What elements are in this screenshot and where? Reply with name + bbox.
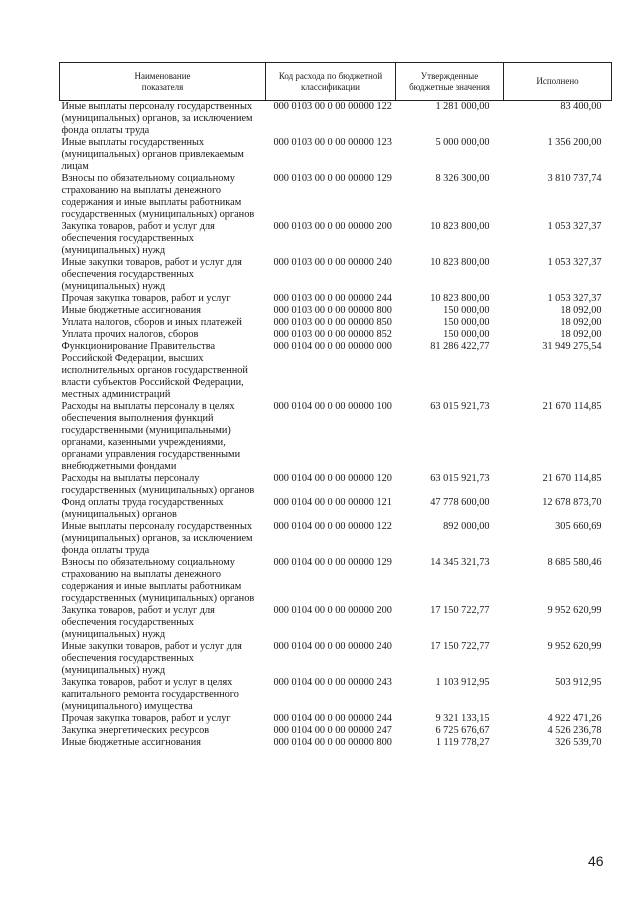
row-executed-value: 4 526 236,78	[547, 725, 602, 736]
row-approved-value: 150 000,00	[443, 317, 490, 328]
row-expense-code: 000 0104 00 0 00 00000 240	[273, 641, 392, 652]
row-executed-value: 1 053 327,37	[547, 221, 602, 232]
row-approved-value: 10 823 800,00	[430, 221, 490, 232]
header-executed: Исполнено	[504, 63, 612, 101]
table-body	[60, 101, 612, 750]
table-row	[60, 737, 612, 749]
row-executed-value: 1 053 327,37	[547, 293, 602, 304]
row-approved-value: 81 286 422,77	[430, 341, 490, 352]
table-row	[60, 329, 612, 341]
row-indicator-name: Закупка товаров, работ и услуг для обеспечения государственных (муниципальных) нужд	[61, 605, 215, 640]
row-executed-value: 1 053 327,37	[547, 257, 602, 268]
row-executed-value: 83 400,00	[560, 101, 602, 112]
row-indicator-name: Иные закупки товаров, работ и услуг для обеспечения государственных (муниципальных) нужд	[61, 641, 242, 676]
table-row	[60, 497, 612, 521]
row-executed-value: 4 922 471,26	[547, 713, 602, 724]
row-indicator-name: Функционирование Правительства Российской Федерации, высших исполнительных органов государственной власти субъектов Российской Федерации, местных администраций	[61, 341, 248, 400]
row-indicator-name: Закупка товаров, работ и услуг в целях капитального ремонта государственного (муниципального) имущества	[61, 677, 239, 712]
row-expense-code: 000 0104 00 0 00 00000 129	[273, 557, 392, 568]
row-executed-value: 1 356 200,00	[547, 137, 602, 148]
row-approved-value: 63 015 921,73	[430, 401, 490, 412]
row-executed-value: 3 810 737,74	[547, 173, 602, 184]
table-row	[60, 101, 612, 138]
row-executed-value: 8 685 580,46	[547, 557, 602, 568]
row-indicator-name: Взносы по обязательному социальному страхованию на выплаты денежного содержания и иные выплаты работникам государственных (муниципальных) органов	[61, 557, 255, 604]
row-expense-code: 000 0103 00 0 00 00000 122	[273, 101, 392, 112]
row-indicator-name: Фонд оплаты труда государственных (муниципальных) органов	[61, 497, 224, 520]
row-indicator-name: Иные выплаты государственных (муниципальных) органов привлекаемым лицам	[61, 137, 244, 172]
row-executed-value: 9 952 620,99	[547, 605, 602, 616]
row-executed-value: 503 912,95	[555, 677, 602, 688]
row-expense-code: 000 0104 00 0 00 00000 122	[273, 521, 392, 532]
table-row	[60, 257, 612, 293]
table-row	[60, 173, 612, 221]
row-approved-value: 5 000 000,00	[435, 137, 490, 148]
row-approved-value: 9 321 133,15	[435, 713, 490, 724]
row-approved-value: 10 823 800,00	[430, 293, 490, 304]
row-indicator-name: Расходы на выплаты персоналу государственных (муниципальных) органов	[61, 473, 255, 496]
row-approved-value: 6 725 676,67	[435, 725, 490, 736]
header-indicator-name: Наименование показателя	[60, 63, 266, 101]
budget-execution-table	[59, 62, 612, 749]
row-indicator-name: Уплата прочих налогов, сборов	[61, 329, 199, 340]
row-expense-code: 000 0103 00 0 00 00000 200	[273, 221, 392, 232]
table-row	[60, 317, 612, 329]
row-indicator-name: Закупка товаров, работ и услуг для обеспечения государственных (муниципальных) нужд	[61, 221, 215, 256]
row-approved-value: 8 326 300,00	[435, 173, 490, 184]
row-executed-value: 18 092,00	[560, 305, 602, 316]
row-approved-value: 63 015 921,73	[430, 473, 490, 484]
row-executed-value: 305 660,69	[555, 521, 602, 532]
table-row	[60, 677, 612, 713]
row-expense-code: 000 0104 00 0 00 00000 200	[273, 605, 392, 616]
row-approved-value: 1 281 000,00	[435, 101, 490, 112]
table-row	[60, 305, 612, 317]
row-indicator-name: Взносы по обязательному социальному страхованию на выплаты денежного содержания и иные выплаты работникам государственных (муниципальных) органов	[61, 173, 255, 220]
row-indicator-name: Закупка энергетических ресурсов	[61, 725, 210, 736]
table-row	[60, 401, 612, 473]
row-approved-value: 892 000,00	[443, 521, 490, 532]
row-indicator-name: Расходы на выплаты персоналу в целях обеспечения выполнения функций государственными (муниципальными) органами, казенными учреждениями, органами управления государственными внебюджетными фондами	[61, 401, 241, 472]
row-indicator-name: Уплата налогов, сборов и иных платежей	[61, 317, 242, 328]
row-expense-code: 000 0104 00 0 00 00000 000	[273, 341, 392, 352]
table-row	[60, 521, 612, 557]
row-executed-value: 21 670 114,85	[542, 473, 602, 484]
row-approved-value: 17 150 722,77	[430, 641, 490, 652]
row-expense-code: 000 0103 00 0 00 00000 852	[273, 329, 392, 340]
table-row	[60, 641, 612, 677]
row-expense-code: 000 0104 00 0 00 00000 243	[273, 677, 392, 688]
row-approved-value: 150 000,00	[443, 329, 490, 340]
row-expense-code: 000 0103 00 0 00 00000 244	[273, 293, 392, 304]
row-approved-value: 17 150 722,77	[430, 605, 490, 616]
row-expense-code: 000 0104 00 0 00 00000 247	[273, 725, 392, 736]
row-approved-value: 1 103 912,95	[435, 677, 490, 688]
header-approved-values: Утвержденные бюджетные значения	[396, 63, 504, 101]
row-executed-value: 12 678 873,70	[542, 497, 602, 508]
table-header	[60, 63, 612, 101]
row-indicator-name: Иные выплаты персоналу государственных (муниципальных) органов, за исключением фонда оплаты труда	[61, 101, 253, 136]
row-approved-value: 150 000,00	[443, 305, 490, 316]
row-expense-code: 000 0104 00 0 00 00000 121	[273, 497, 392, 508]
table-row	[60, 221, 612, 257]
table-row	[60, 713, 612, 725]
row-expense-code: 000 0104 00 0 00 00000 800	[273, 737, 392, 748]
row-indicator-name: Прочая закупка товаров, работ и услуг	[61, 293, 231, 304]
row-approved-value: 1 119 778,27	[435, 737, 490, 748]
row-approved-value: 47 778 600,00	[430, 497, 490, 508]
row-executed-value: 18 092,00	[560, 329, 602, 340]
row-executed-value: 31 949 275,54	[542, 341, 602, 352]
row-indicator-name: Иные выплаты персоналу государственных (муниципальных) органов, за исключением фонда оплаты труда	[61, 521, 253, 556]
row-approved-value: 10 823 800,00	[430, 257, 490, 268]
page-number: 46	[588, 853, 604, 869]
row-executed-value: 9 952 620,99	[547, 641, 602, 652]
header-row	[60, 63, 612, 101]
row-expense-code: 000 0104 00 0 00 00000 244	[273, 713, 392, 724]
row-expense-code: 000 0104 00 0 00 00000 120	[273, 473, 392, 484]
row-indicator-name: Иные бюджетные ассигнования	[61, 305, 201, 316]
row-executed-value: 326 539,70	[555, 737, 602, 748]
row-expense-code: 000 0103 00 0 00 00000 800	[273, 305, 392, 316]
table-row	[60, 293, 612, 305]
row-expense-code: 000 0103 00 0 00 00000 123	[273, 137, 392, 148]
table-row	[60, 341, 612, 401]
table-row	[60, 725, 612, 737]
row-indicator-name: Иные закупки товаров, работ и услуг для обеспечения государственных (муниципальных) нужд	[61, 257, 242, 292]
table-row	[60, 137, 612, 173]
header-expense-code: Код расхода по бюджетной классификации	[266, 63, 396, 101]
row-executed-value: 18 092,00	[560, 317, 602, 328]
row-expense-code: 000 0103 00 0 00 00000 240	[273, 257, 392, 268]
row-indicator-name: Прочая закупка товаров, работ и услуг	[61, 713, 231, 724]
row-expense-code: 000 0103 00 0 00 00000 129	[273, 173, 392, 184]
table-row	[60, 605, 612, 641]
row-executed-value: 21 670 114,85	[542, 401, 602, 412]
row-expense-code: 000 0103 00 0 00 00000 850	[273, 317, 392, 328]
table-row	[60, 473, 612, 497]
row-approved-value: 14 345 321,73	[430, 557, 490, 568]
row-indicator-name: Иные бюджетные ассигнования	[61, 737, 201, 748]
table-row	[60, 557, 612, 605]
row-expense-code: 000 0104 00 0 00 00000 100	[273, 401, 392, 412]
